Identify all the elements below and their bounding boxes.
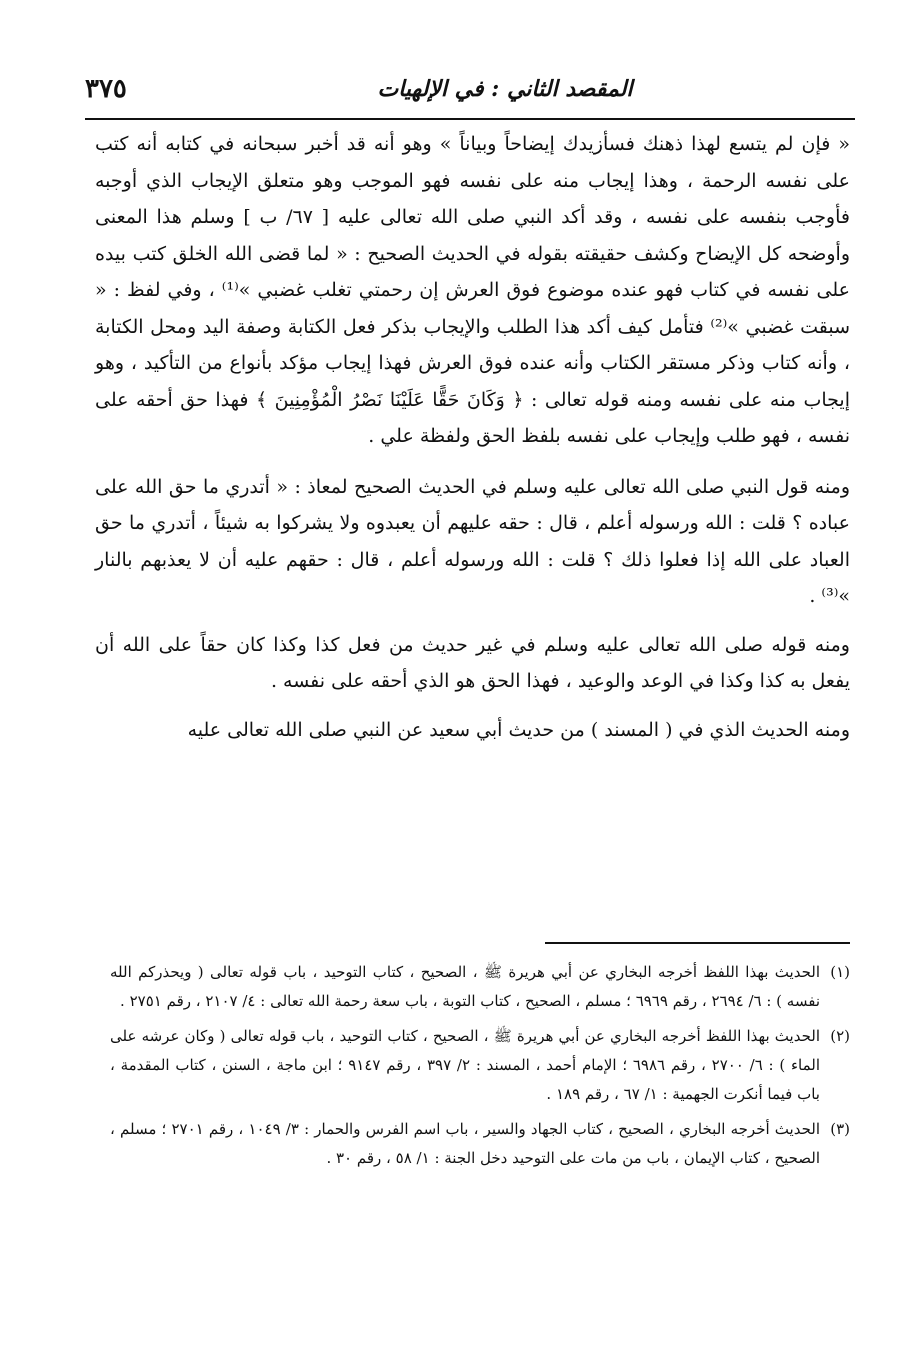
footnote — [110, 1022, 850, 1109]
footnote-text: الحديث بهذا اللفظ أخرجه البخاري عن أبي هريرة ﷺ ، الصحيح ، كتاب التوحيد ، باب قوله تعالى ( ويحذركم الله نفسه ) : ٦/ ٢٦٩٤ ، رقم ٦٩٦٩ ؛ مسلم ، الصحيح ، كتاب التوبة ، باب سعة رحمة الله تعالى : ٤/ ٢١٠٧ ، رقم ٢٧٥١ . — [110, 963, 820, 1010]
footnote-divider — [545, 942, 850, 944]
paragraph: ومنه قول النبي صلى الله تعالى عليه وسلم في الحديث الصحيح لمعاذ : « أتدري ما حق الله على عباده ؟ قلت : الله ورسوله أعلم ، قال : حقه عليهم أن يعبدوه ولا يشركوا به شيئاً ، أتدري ما حق العباد على الله إذا فعلوا ذلك ؟ قلت : الله ورسوله أعلم ، قال : حقهم عليه أن لا يعذبهم بالنار »⁽³⁾ . — [95, 475, 850, 607]
page-header — [85, 74, 855, 114]
header-divider — [85, 118, 855, 120]
main-text — [95, 126, 850, 760]
footnote — [110, 1115, 850, 1173]
footnote-number: (١) — [830, 963, 850, 981]
footnote-number: (٣) — [830, 1120, 850, 1138]
footnote-number: (٢) — [830, 1027, 850, 1045]
footnote-text: الحديث أخرجه البخاري ، الصحيح ، كتاب الجهاد والسير ، باب اسم الفرس والحمار : ٣/ ١٠٤٩ ، رقم ٢٧٠١ ؛ مسلم ، الصحيح ، كتاب الإيمان ، باب من مات على التوحيد دخل الجنة : ١/ ٥٨ ، رقم ٣٠ . — [110, 1120, 820, 1167]
paragraph: ومنه قوله صلى الله تعالى عليه وسلم في غير حديث من فعل كذا وكذا كان حقاً على الله أن يفعل به كذا وكذا في الوعد والوعيد ، فهذا الحق هو الذي أحقه على نفسه . — [95, 633, 850, 692]
page-number: ٣٧٥ — [85, 74, 127, 104]
paragraph: « فإن لم يتسع لهذا ذهنك فسأزيدك إيضاحاً وبياناً » وهو أنه قد أخبر سبحانه في كتابه أنه كتب على نفسه الرحمة ، وهذا إيجاب منه على نفسه فهو الموجب وهو متعلق الإيجاب الذي أوجبه فأوجب بنفسه على نفسه ، وقد أكد النبي صلى الله تعالى عليه [ ٦٧/ ب ] وسلم هذا المعنى وأوضحه كل الإيضاح وكشف حقيقته بقوله في الحديث الصحيح : « لما قضى الله الخلق كتب بيده على نفسه في كتاب فهو عنده موضوع فوق العرش إن رحمتي تغلب غضبي »⁽¹⁾ ، وفي لفظ : « سبقت غضبي »⁽²⁾ فتأمل كيف أكد هذا الطلب والإيجاب بذكر فعل الكتابة وصفة اليد ومحل الكتابة ، وأنه كتاب وذكر مستقر الكتاب وأنه عنده فوق العرش فهذا إيجاب مؤكد بأنواع من التأكيد ، وهو إيجاب منه على نفسه ومنه قوله تعالى : ﴿ وَكَانَ حَقًّا عَلَيْنَا نَصْرُ الْمُؤْمِنِينَ ﴾ فهذا حق أحقه على نفسه ، فهو طلب وإيجاب على نفسه بلفظ الحق ولفظة علي . — [95, 133, 850, 447]
paragraph: ومنه الحديث الذي في ( المسند ) من حديث أبي سعيد عن النبي صلى الله تعالى عليه — [187, 718, 850, 741]
footnotes — [110, 958, 850, 1179]
running-title: المقصد الثاني : في الإلهيات — [377, 76, 633, 102]
footnote — [110, 958, 850, 1016]
footnote-text: الحديث بهذا اللفظ أخرجه البخاري عن أبي هريرة ﷺ ، الصحيح ، كتاب التوحيد ، باب قوله تعالى ( وكان عرشه على الماء ) : ٦/ ٢٧٠٠ ، رقم ٦٩٨٦ ؛ الإمام أحمد ، المسند : ٢/ ٣٩٧ ، رقم ٩١٤٧ ؛ ابن ماجة ، السنن ، كتاب المقدمة ، باب فيما أنكرت الجهمية : ١/ ٦٧ ، رقم ١٨٩ . — [110, 1027, 820, 1103]
